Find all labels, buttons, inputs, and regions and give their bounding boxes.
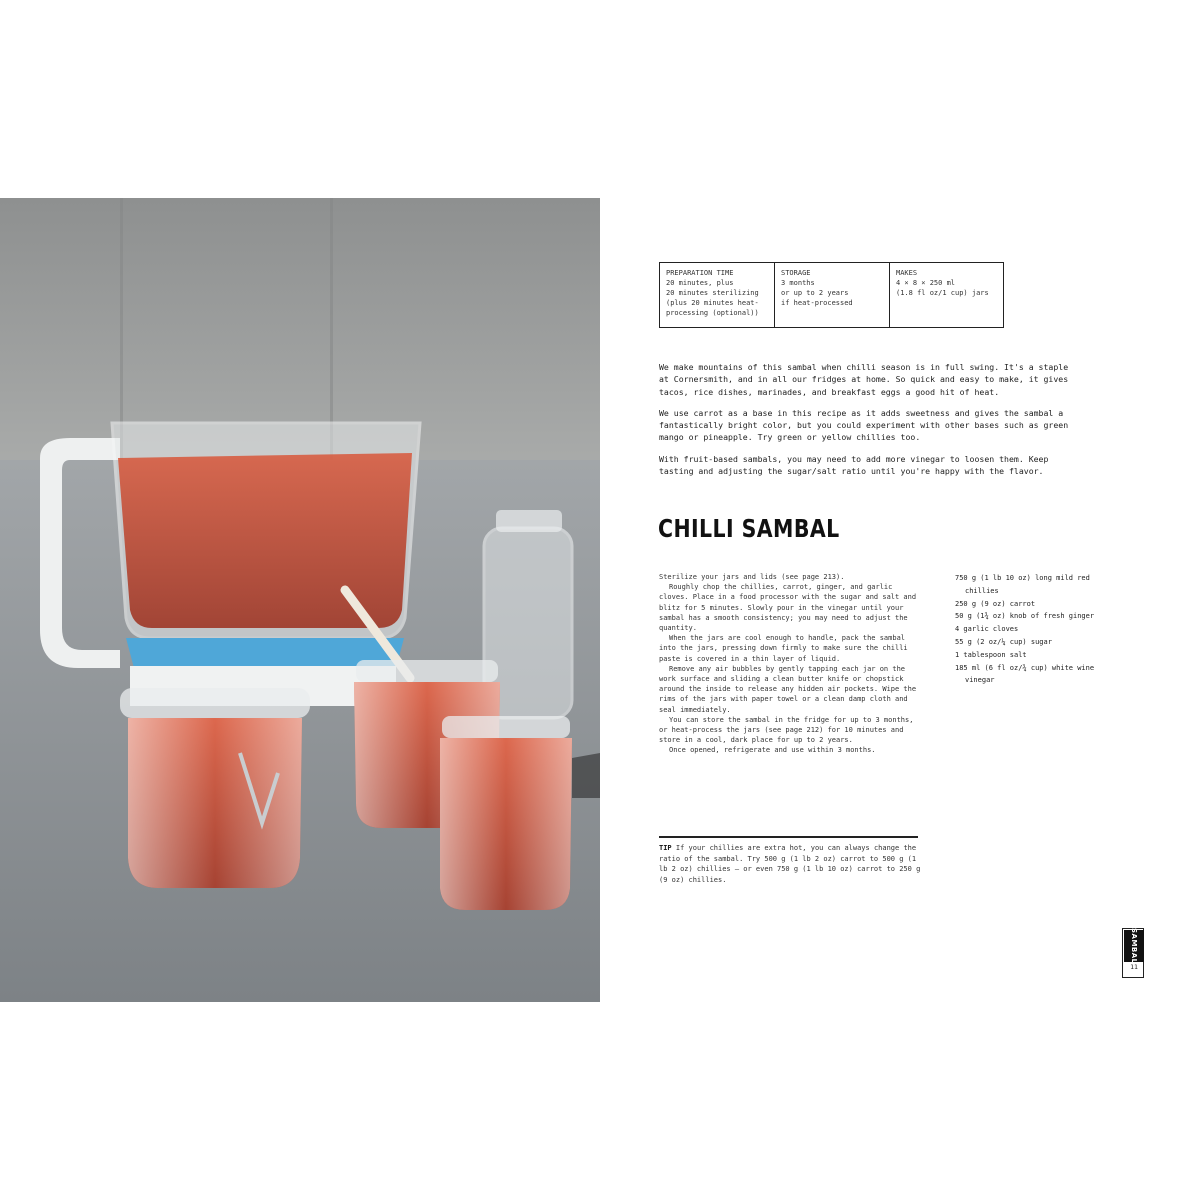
intro-paragraph: With fruit-based sambals, you may need to add more vinegar to loosen them. Keep tasting and adjusting the sugar/salt ratio until you're happy with the flavor. xyxy=(659,453,1049,477)
ingredient-item: 185 ml (6 fl oz/¾ cup) white wine vinegar xyxy=(955,663,1095,685)
ingredient-list xyxy=(955,572,1115,687)
ingredient-item: 750 g (1 lb 10 oz) long mild red chillies xyxy=(955,574,1090,595)
recipe-tip xyxy=(659,843,924,885)
section-tab-label: SAMBAL xyxy=(1124,930,1144,962)
method-step: Sterilize your jars and lids (see page 213). xyxy=(659,573,845,581)
method-step: You can store the sambal in the fridge for up to 3 months, or heat-process the jars (see page 212) for 10 minutes and store in a cool, dark place for up to 2 years. xyxy=(659,715,914,745)
ingredient-item: 55 g (2 oz/¼ cup) sugar xyxy=(955,637,1052,646)
intro-paragraph: We use carrot as a base in this recipe as it adds sweetness and gives the sambal a fantastically bright color, but you could experiment with other bases such as green mango or pineapple. Try green or yellow chillies too. xyxy=(659,407,1069,443)
tip-text: If your chillies are extra hot, you can always change the ratio of the sambal. Try 500 g (1 lb 2 oz) carrot to 500 g (1 lb 2 oz) chillies — or even 750 g (1 lb 10 oz) carrot to 250 g (9 oz) chillies. xyxy=(659,844,921,884)
tip-divider xyxy=(659,836,918,838)
recipe-info-box xyxy=(659,262,1004,328)
intro-paragraph: We make mountains of this sambal when chilli season is in full swing. It's a staple at Cornersmith, and in all our fridges at home. So quick and easy to make, it gives tacos, rice dishes, marinades, and breakfast eggs a good hit of heat. xyxy=(659,362,1069,397)
yield: MAKES 4 × 8 × 250 ml (1.8 fl oz/1 cup) jars xyxy=(896,269,989,297)
ingredient-item: 1 tablespoon salt xyxy=(955,650,1027,659)
method-step: Once opened, refrigerate and use within 3 months. xyxy=(669,746,876,755)
ingredient-item: 4 garlic cloves xyxy=(955,625,1019,634)
ingredient-item: 250 g (9 oz) carrot xyxy=(955,599,1036,608)
recipe-title: CHILLI SAMBAL xyxy=(658,514,840,543)
method-step: Remove any air bubbles by gently tapping each jar on the work surface and sliding a clean butter knife or chopstick around the inside to release any hidden air pockets. Wipe the rims of the jars with paper towel or a clean damp cloth and seal immediately. xyxy=(659,664,917,714)
method-step: Roughly chop the chillies, carrot, ginger, and garlic cloves. Place in a food processor with the sugar and salt and blitz for 5 minutes. Slowly pour in the vinegar until your sambal has a smooth consistency; you may need to adjust the quantity. xyxy=(659,583,917,633)
ingredient-item: 50 g (1¾ oz) knob of fresh ginger xyxy=(955,612,1095,621)
tip-label: TIP xyxy=(659,844,672,852)
recipe-photo xyxy=(0,198,600,1002)
sambal-jars-illustration xyxy=(0,198,600,1002)
storage-time: STORAGE 3 months or up to 2 years if heat-processed xyxy=(775,263,890,327)
method-step: When the jars are cool enough to handle, pack the sambal into the jars, pressing down firmly to make sure the chilli paste is covered in a thin layer of liquid. xyxy=(659,634,908,663)
recipe-intro xyxy=(659,361,1079,486)
prep-time: PREPARATION TIME 20 minutes, plus 20 minutes sterilizing (plus 20 minutes heat- processing (optional)) xyxy=(660,263,775,327)
page-number: 11 xyxy=(1130,963,1138,971)
recipe-method xyxy=(659,572,924,756)
